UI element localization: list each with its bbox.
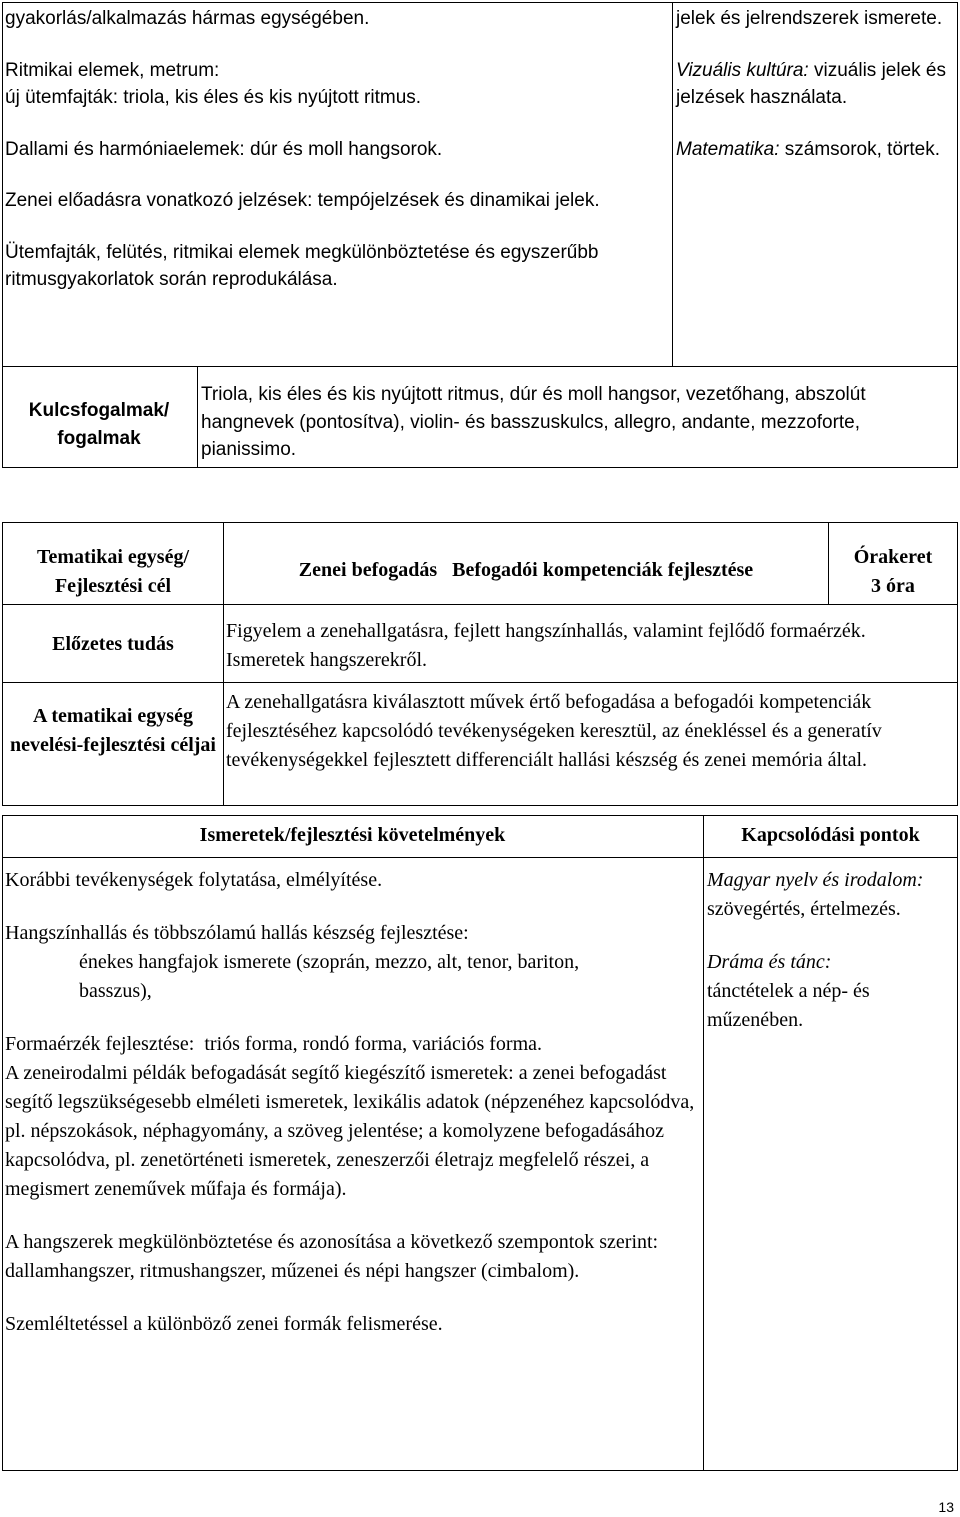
unit-title: Zenei befogadás Befogadói kompetenciák fejlesztése <box>298 559 754 581</box>
subject-text: vizuális jelek és jelzések használata. <box>676 59 946 109</box>
page-number: 13 <box>938 1499 954 1515</box>
links-content <box>707 866 952 1035</box>
text-line: Zenei előadásra vonatkozó jelzések: tempójelzések és dinamikai jelek. <box>5 190 600 212</box>
unit-label-divider <box>223 522 224 806</box>
celok-text: A zenehallgatásra kiválasztott művek értő befogadása a befogadói kompetenciák fejlesztéséhez kapcsolódó tevékenységeken keresztül, az énekléssel és a generatív tevékenységekkel fejlesztett differenciált hallási készség és zenei memória által. <box>226 691 882 771</box>
top-right-content <box>676 5 956 163</box>
requirement-paragraph: Hangszínhallás és többszólamú hallás készség fejlesztése: <box>5 922 469 944</box>
requirements-header-line <box>2 857 958 858</box>
top-left-content <box>5 5 665 294</box>
requirement-paragraph: Korábbi tevékenységek folytatása, elmélyítése. <box>5 869 383 891</box>
unit-hours-divider <box>828 522 829 604</box>
requirement-paragraph: Formaérzék fejlesztése: triós forma, rondó forma, variációs forma. <box>5 1033 543 1055</box>
subject-label: Vizuális kultúra: <box>676 59 809 81</box>
requirements-content <box>5 866 701 1339</box>
subject-text: szövegértés, értelmezés. <box>707 898 901 920</box>
kulcs-divider <box>197 366 198 468</box>
text-line: Ritmikai elemek, metrum: <box>5 59 220 81</box>
requirements-col1-header: Ismeretek/fejlesztési követelmények <box>199 824 506 846</box>
celok-label: A tematikai egység nevelési-fejlesztési céljai <box>9 705 216 756</box>
kulcs-text: Triola, kis éles és kis nyújtott ritmus, dúr és moll hangsor, vezetőhang, abszolút hangnevek (pontosítva), violin- és basszuskulcs, allegro, andante, mezzoforte, pianissimo. <box>201 384 866 461</box>
requirement-paragraph: A zeneirodalmi példák befogadását segítő kiegészítő ismeretek: a zenei befogadást segítő legszükségesebb elméleti ismeretek, lexikális adatok (népzenéhez kapcsolódva, pl. népszokások, néphagyomány, a szöveg jelentése; a komolyzene befogadásához kapcsolódva, pl. zenetörténeti ismeretek, zeneszerzői életrajz megfelelő részei, a megismert zeneművek műfaja és formája). <box>5 1062 695 1200</box>
top-table-hline <box>2 366 958 367</box>
subject-label: Dráma és tánc: <box>707 951 832 973</box>
subject-text: számsorok, törtek. <box>779 138 940 160</box>
top-table-divider <box>672 2 673 366</box>
requirements-divider <box>703 815 704 1471</box>
requirement-paragraph: Szemléltetéssel a különböző zenei formák felismerése. <box>5 1313 443 1335</box>
hours-value: 3 óra <box>871 575 915 597</box>
text-line: Ütemfajták, felütés, ritmikai elemek megkülönböztetése és egyszerűbb ritmusgyakorlatok során reprodukálása. <box>5 241 599 291</box>
text-line: jelek és jelrendszerek ismerete. <box>676 8 943 29</box>
unit-header-label: Tematikai egység/ Fejlesztési cél <box>36 546 190 597</box>
requirements-col2-header: Kapcsolódási pontok <box>741 824 920 846</box>
subject-label: Magyar nyelv és irodalom: <box>707 869 924 891</box>
kulcs-label: Kulcsfogalmak/ fogalmak <box>28 400 170 449</box>
unit-hline-1 <box>2 604 958 605</box>
unit-hline-2 <box>2 682 958 683</box>
text-line: gyakorlás/alkalmazás hármas egységében. <box>5 8 370 29</box>
subject-text: tánctételek a nép- és műzenében. <box>707 980 870 1031</box>
text-line: új ütemfajták: triola, kis éles és kis nyújtott ritmus. <box>5 87 422 109</box>
hours-label: Órakeret <box>853 546 933 568</box>
text-line: Dallami és harmóniaelemek: dúr és moll hangsorok. <box>5 138 443 160</box>
elozetes-label: Előzetes tudás <box>52 633 174 655</box>
elozetes-text: Figyelem a zenehallgatásra, fejlett hangszínhallás, valamint fejlődő formaérzék. Ismeretek hangszerekről. <box>226 620 866 671</box>
requirement-paragraph: A hangszerek megkülönböztetése és azonosítása a következő szempontok szerint: dallamhangszer, ritmushangszer, műzenei és népi hangszer (cimbalom). <box>5 1231 659 1282</box>
subject-label: Matematika: <box>676 138 780 160</box>
requirement-indent: énekes hangfajok ismerete (szoprán, mezzo, alt, tenor, bariton, basszus), <box>79 951 580 1002</box>
